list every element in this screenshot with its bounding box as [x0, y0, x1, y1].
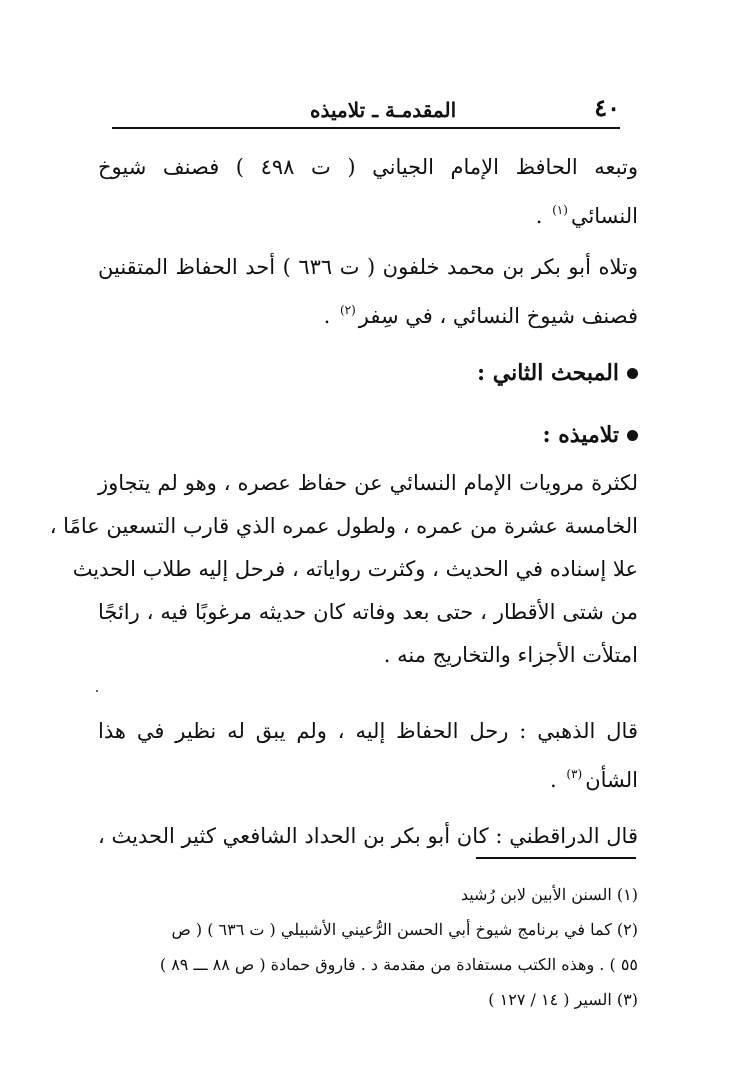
paragraph-1-line-2: [98, 189, 638, 238]
paragraph-3-line-1: لكثرة مرويات الإمام النسائي عن حفاظ عصره ، وهو لم يتجاوز: [98, 471, 638, 495]
footnote-ref-3: (٣): [566, 767, 583, 781]
footnote-2-line-2: ٥٥ ) . وهذه الكتب مستفادة من مقدمة د . فاروق حمادة ( ص ٨٨ ـــ ٨٩ ): [159, 955, 638, 974]
paragraph-1-line-1: وتبعه الحافظ الإمام الجياني ( ت ٤٩٨ ) فصنف شيوخ: [98, 155, 639, 179]
paragraph-1: [98, 146, 638, 238]
paragraph-4-line-2-text: الشأن: [585, 768, 638, 792]
footnote-3: (٣) السير ( ١٤ / ١٢٧ ): [488, 990, 638, 1009]
footnotes: [98, 877, 638, 1017]
paragraph-2: [98, 246, 638, 338]
paragraph-3-line-5: امتلأت الأجزاء والتخاريج منه .: [383, 643, 638, 667]
footnote-ref-2: (٢): [339, 303, 356, 317]
paragraph-4-period: .: [550, 768, 557, 792]
paragraph-4: [98, 710, 638, 802]
paragraph-2-line-2-text: فصنف شيوخ النسائي ، في سِفر: [358, 304, 638, 328]
section-heading-second-topic: [477, 360, 638, 386]
footnote-2-line-1: (٢) كما في برنامج شيوخ أبي الحسن الرُّعيني الأشبيلي ( ت ٦٣٦ ) ( ص: [171, 920, 638, 939]
paragraph-3-line-3: علا إسناده في الحديث ، وكثرت رواياته ، فرحل إليه طلاب الحديث: [72, 557, 638, 581]
footnote-1: (١) السنن الأبين لابن رُشيد: [460, 885, 638, 904]
print-speck: [96, 690, 98, 692]
section-heading-text: تلاميذه :: [542, 422, 619, 448]
paragraph-3: [49, 462, 638, 677]
footnote-ref-1: (١): [552, 203, 568, 217]
paragraph-5-line-1: قال الدراقطني : كان أبو بكر بن الحداد الشافعي كثير الحديث ،: [98, 824, 638, 848]
bullet-icon: [627, 368, 638, 379]
paragraph-1-period: .: [535, 204, 543, 228]
paragraph-2-line-2: [98, 289, 638, 338]
paragraph-3-line-4: من شتى الأقطار ، حتى بعد وفاته كان حديثه مرغوبًا فيه ، رائجًا: [98, 600, 638, 624]
paragraph-1-line-2-text: النسائي: [570, 204, 638, 228]
paragraph-2-line-1: وتلاه أبو بكر بن محمد خلفون ( ت ٦٣٦ ) أحد الحفاظ المتقنين: [98, 255, 638, 279]
header-rule: [112, 127, 620, 129]
paragraph-5: [98, 815, 638, 858]
paragraph-4-line-1: قال الذهبي : رحل الحفاظ إليه ، ولم يبق له نظير في هذا: [98, 719, 638, 743]
bullet-icon: [627, 430, 638, 441]
paragraph-2-period: .: [323, 304, 331, 328]
paragraph-3-line-2: الخامسة عشرة من عمره ، ولطول عمره الذي قارب التسعين عامًا ،: [49, 514, 638, 538]
footnote-separator: [476, 857, 636, 859]
section-heading-text: المبحث الثاني :: [476, 360, 619, 386]
section-heading-students: [542, 422, 638, 448]
paragraph-4-line-2: [98, 753, 638, 802]
running-header: [112, 86, 620, 122]
page-number: ٤٠: [594, 93, 620, 122]
section-title: المقدمـة ـ تلاميذه: [310, 98, 457, 122]
